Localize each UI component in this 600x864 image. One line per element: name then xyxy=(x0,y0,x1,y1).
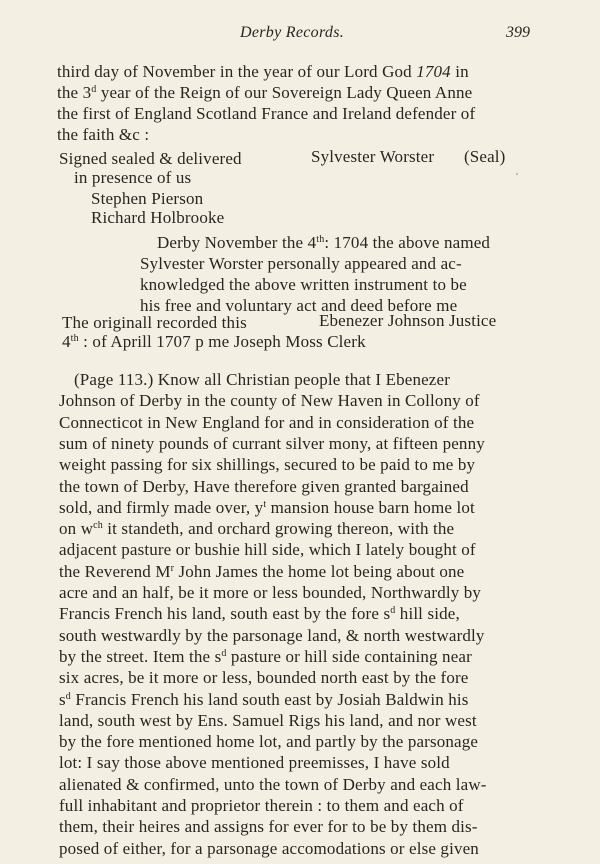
deed-line: posed of either, for a parsonage accomodations or else given xyxy=(59,839,479,858)
deed-line: by the fore mentioned home lot, and partly by the parsonage xyxy=(59,732,479,751)
deed-line: Connecticot in New England for and in consideration of the xyxy=(59,413,475,432)
text-line: Sylvester Worster personally appeared and ac- xyxy=(140,254,462,273)
deed-line: $s^d$ Francis French his land south east by Josiah Baldwin his xyxy=(59,690,469,709)
deed-line: Johnson of Derby in the county of New Haven in Collony of xyxy=(59,391,480,410)
text-line: the first of England Scotland France and Ireland defender of xyxy=(57,104,476,123)
deed-line: south westwardly by the parsonage land, & north westwardly xyxy=(59,626,485,645)
recorded-date-line: 4th : of Aprill 1707 p me Joseph Moss Clerk xyxy=(62,332,366,351)
signed-label: Signed sealed & delivered xyxy=(59,149,242,168)
deed-line: sum of ninety pounds of currant silver mony, at fifteen penny xyxy=(59,434,485,453)
text-line: knowledged the above written instrument to be xyxy=(140,275,467,294)
running-title: Derby Records. xyxy=(240,24,345,41)
deed-line: the Reverend $M^r$ John James the home lot being about one xyxy=(59,562,465,581)
justice-name: Ebenezer Johnson Justice xyxy=(319,311,497,330)
page-number: 399 xyxy=(506,24,530,41)
deed-line: weight passing for six shillings, secured to be paid to me by xyxy=(59,455,476,474)
seal-mark: (Seal) xyxy=(464,147,506,166)
text-line: his free and voluntary act and deed before me xyxy=(140,296,458,315)
deed-line: on $w^{ch}$ it standeth, and orchard growing thereon, with the xyxy=(59,519,455,538)
signer-name: Sylvester Worster xyxy=(311,147,435,166)
deed-line: alienated & confirmed, unto the town of Derby and each law- xyxy=(59,775,487,794)
deed-line: acre and an half, be it more or less bounded, Northwardly by xyxy=(59,583,482,602)
deed-line: by the street. Item the $s^d$ pasture or hill side containing near xyxy=(59,647,472,666)
deed-line: six acres, be it more or less, bounded north east by the fore xyxy=(59,668,469,687)
deed-line: adjacent pasture or bushie hill side, which I lately bought of xyxy=(59,540,476,559)
page-header xyxy=(0,22,600,46)
text-line: Derby November the 4th: 1704 the above named xyxy=(157,233,491,252)
presence-line: in presence of us xyxy=(74,168,192,187)
text-line: the faith &c : xyxy=(57,125,150,144)
deed-line: the town of Derby, Have therefore given granted bargained xyxy=(59,477,469,496)
recorded-line: The originall recorded this xyxy=(62,313,247,332)
deed-line: Francis French his land, south east by the fore $s^d$ hill side, xyxy=(59,604,460,623)
text-line: the 3$^d$ year of the Reign of our Sovereign Lady Queen Anne xyxy=(57,83,473,102)
deed-line: (Page 113.) Know all Christian people that I Ebenezer xyxy=(74,370,451,389)
deed-line: them, their heires and assigns for ever for to be by them dis- xyxy=(59,817,478,836)
witness: Richard Holbrooke xyxy=(91,208,225,227)
witness: Stephen Pierson xyxy=(91,189,204,208)
deed-line: land, south west by Ens. Samuel Rigs his land, and nor west xyxy=(59,711,477,730)
deed-line: full inhabitant and proprietor therein : to them and each of xyxy=(59,796,464,815)
deed-line: sold, and firmly made over, $y^t$ mansion house barn home lot xyxy=(59,498,475,517)
deed-line: lot: I say those above mentioned preemisses, I have sold xyxy=(59,753,450,772)
text-line: third day of November in the year of our Lord God 1704 in xyxy=(57,62,469,81)
paper-speck xyxy=(516,173,518,175)
